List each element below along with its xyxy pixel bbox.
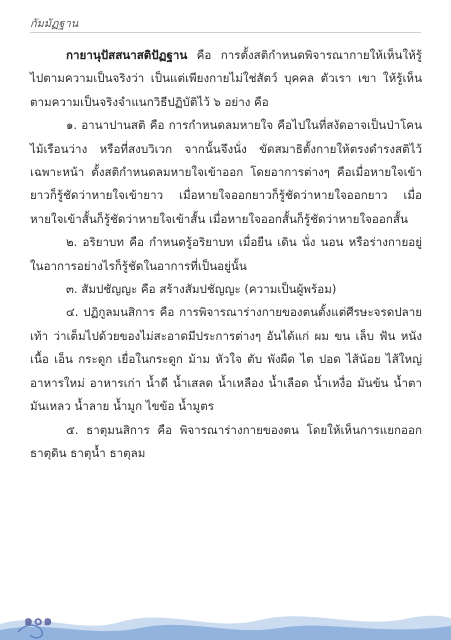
list-item: ๑. อานาปานสติ คือ การกำหนดลมหายใจ คือไปในที่สงัดอาจเป็นป่าโคนไม้เรือนว่าง หรือที่สงบวิเวก จากนั้นจึงนั่ง ขัดสมาธิตั้งกายให้ตรงดำรงสติไว้เฉพาะหน้า ตั้งสติกำหนดลมหายใจเข้าออก โดยอาการต่างๆ คือเมื่อหายใจเข้ายาวก็รู้ชัดว่าหายใจเข้ายาว เมื่อหายใจออกยาวก็รู้ชัดว่าหายใจออกยาว เมื่อหายใจเข้าสั้นก็รู้ชัดว่าหายใจเข้าสั้น เมื่อหายใจออกสั้นก็รู้ชัดว่าหายใจออกสั้น	[30, 118, 422, 226]
page-number: ๑๐๑	[24, 613, 54, 629]
list-item: ๔. ปฏิกูลมนสิการ คือ การพิจารณาร่างกายของตนตั้งแต่ศีรษะจรดปลายเท้า ว่าเต็มไปด้วยของไม่สะอาดมีประการต่างๆ อันได้แก่ ผม ขน เล็บ ฟัน หนัง เนื้อ เอ็น กระดูก เยื่อในกระดูก ม้าม หัวใจ ตับ พังผืด ไต ปอด ไส้น้อย ไส้ใหญ่ อาหารใหม่ อาหารเก่า น้ำดี น้ำเสลด น้ำเหลือง น้ำเลือด น้ำเหงื่อ มันข้น น้ำตา มันเหลว น้ำลาย น้ำมูก ไขข้อ น้ำมูตร	[30, 305, 422, 414]
running-header: กัมมัฏฐาน	[30, 17, 79, 30]
intro-heading: กายานุปัสสนาสติปัฏฐาน	[66, 48, 188, 62]
list-item: ๓. สัมปชัญญะ คือ สร้างสัมปชัญญะ (ความเป็นผู้พร้อม)	[66, 282, 337, 297]
list-item: ๕. ธาตุมนสิการ คือ พิจารณาร่างกายของตน โดยให้เห็นการแยกออกธาตุดิน ธาตุน้ำ ธาตุลม	[30, 422, 422, 460]
list-item: ๒. อริยาบท คือ กำหนดรู้อริยาบท เมื่อยืน เดิน นั่ง นอน หรือร่างกายอยู่ในอาการอย่างไรก็รู้ชัดในอาการที่เป็นอยู่นั้น	[30, 235, 422, 273]
main-content	[30, 44, 422, 465]
header-divider	[30, 32, 421, 33]
footer-wave-decoration	[0, 594, 451, 640]
intro-paragraph	[30, 44, 422, 114]
intro-text: คือ การตั้งสติกำหนดพิจารณากายให้เห็นให้รู้ไปตามความเป็นจริงว่า เป็นแต่เพียงกายไม่ใช่สัตว์ บุคคล ตัวเรา เขา ให้รู้เห็นตามความเป็นจริงจำแนกวิธีปฏิบัติไว้ ๖ อย่าง คือ	[30, 48, 422, 109]
